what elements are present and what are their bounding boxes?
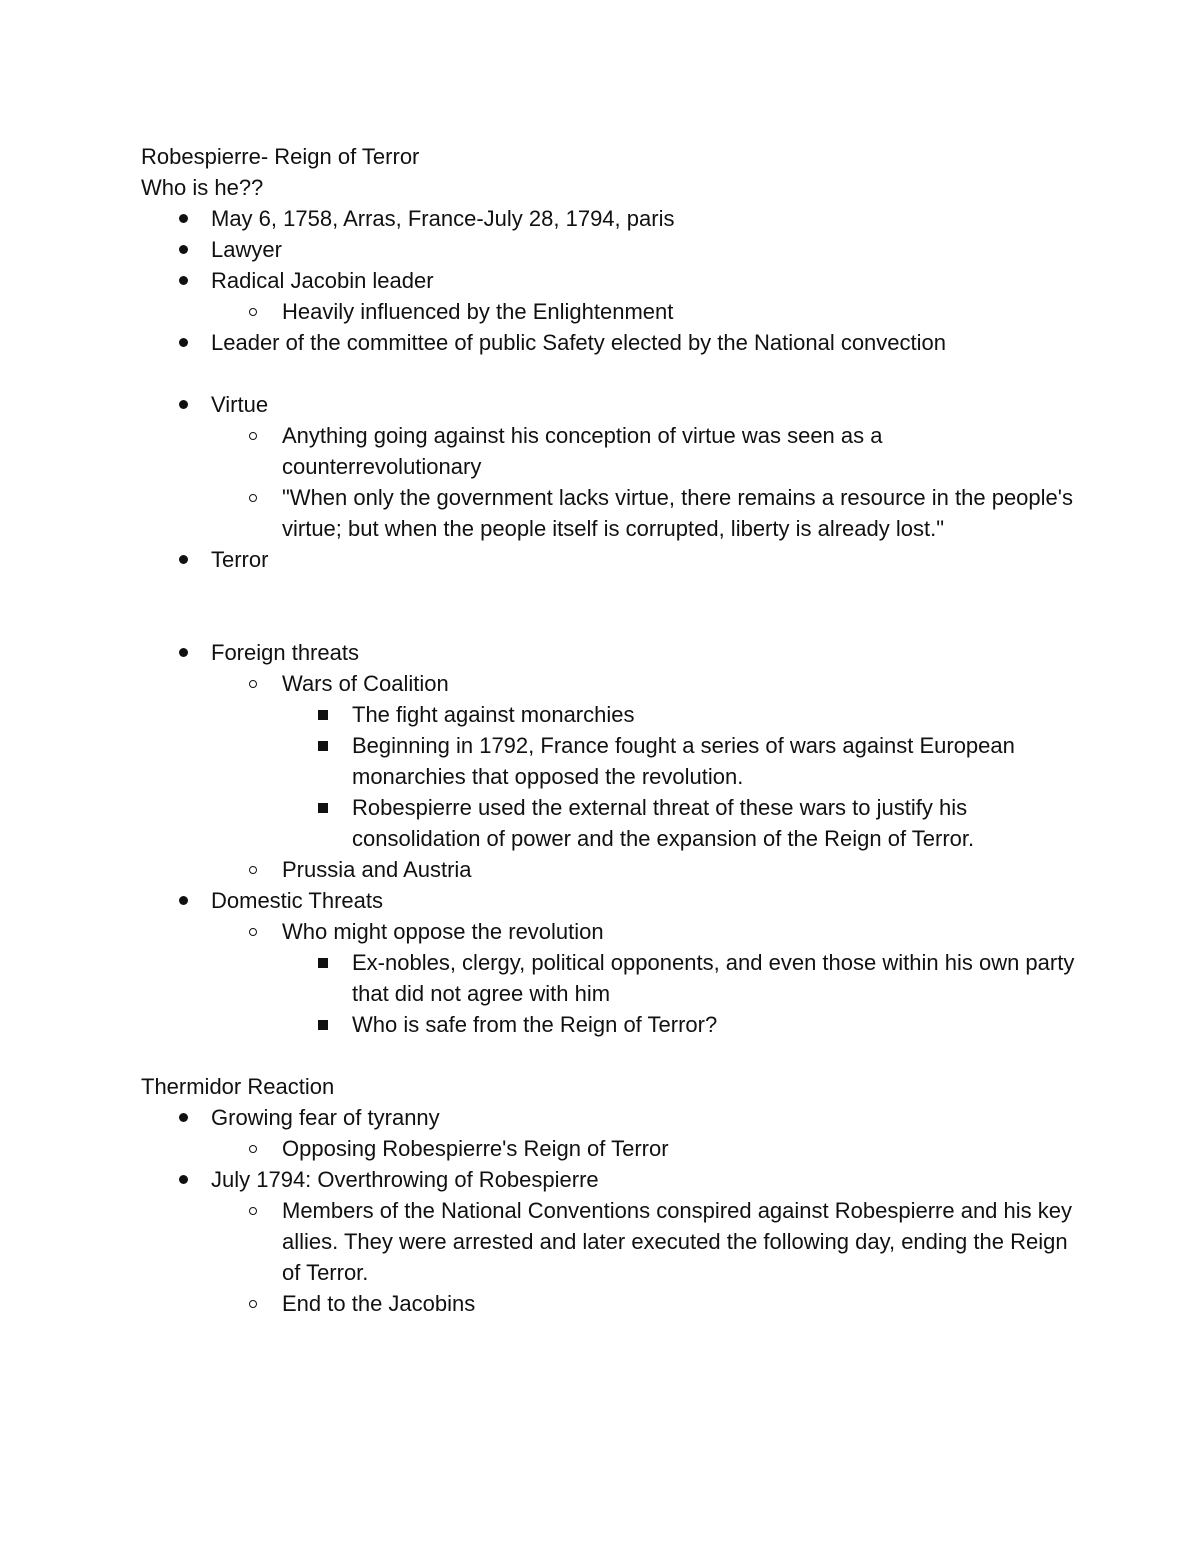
list-item (141, 1288, 1081, 1319)
bullet-dot-icon (179, 544, 188, 575)
list-item (141, 389, 1081, 420)
bullet-dot-icon (179, 1102, 188, 1133)
bullet-circle-icon (249, 482, 257, 513)
list-item (141, 916, 1081, 947)
list-item (141, 234, 1081, 265)
bullet-dot-icon (179, 234, 188, 265)
list-item-text: Growing fear of tyranny (211, 1105, 440, 1130)
list-item (141, 792, 1081, 854)
section-subtitle: Who is he?? (141, 175, 264, 200)
list-item (141, 1102, 1081, 1133)
list-item-text: Foreign threats (211, 640, 359, 665)
bullet-circle-icon (249, 916, 257, 947)
bullet-dot-icon (179, 203, 188, 234)
list-item-text: Prussia and Austria (282, 857, 472, 882)
blank-line (141, 606, 1081, 637)
list-item-text: The fight against monarchies (352, 702, 635, 727)
bullet-dot-icon (179, 637, 188, 668)
list-item-text: Leader of the committee of public Safety elected by the National convection (211, 330, 946, 355)
bullet-circle-icon (249, 420, 257, 451)
bullet-square-icon (318, 699, 328, 730)
bullet-circle-icon (249, 1195, 257, 1226)
list-item-text: Heavily influenced by the Enlightenment (282, 299, 674, 324)
list-item-text: Wars of Coalition (282, 671, 449, 696)
bullet-dot-icon (179, 389, 188, 420)
document-title: Robespierre- Reign of Terror (141, 144, 420, 169)
list-item-text: "When only the government lacks virtue, there remains a resource in the people's virtue; but when the people itself is corrupted, liberty is already lost." (282, 485, 1073, 541)
list-item (141, 482, 1081, 544)
blank-line (141, 358, 1081, 389)
list-item (141, 544, 1081, 575)
document-body (141, 141, 1081, 1319)
bullet-circle-icon (249, 1288, 257, 1319)
bullet-dot-icon (179, 327, 188, 358)
list-item (141, 1164, 1081, 1195)
list-item-text: Anything going against his conception of virtue was seen as a counterrevolutionary (282, 423, 883, 479)
bullet-square-icon (318, 730, 328, 761)
list-item-text: Beginning in 1792, France fought a series of wars against European monarchies that opposed the revolution. (352, 733, 1015, 789)
list-item (141, 420, 1081, 482)
bullet-circle-icon (249, 854, 257, 885)
list-item-text: Who is safe from the Reign of Terror? (352, 1012, 718, 1037)
list-item-text: Robespierre used the external threat of these wars to justify his consolidation of power and the expansion of the Reign of Terror. (352, 795, 975, 851)
list-item-text: Lawyer (211, 237, 282, 262)
bullet-circle-icon (249, 296, 257, 327)
list-item (141, 730, 1081, 792)
bullet-dot-icon (179, 885, 188, 916)
bullet-circle-icon (249, 668, 257, 699)
list-item-text: Opposing Robespierre's Reign of Terror (282, 1136, 669, 1161)
bullet-dot-icon (179, 265, 188, 296)
list-item-text: Ex-nobles, clergy, political opponents, and even those within his own party that did not agree with him (352, 950, 1075, 1006)
bullet-dot-icon (179, 1164, 188, 1195)
bullet-circle-icon (249, 1133, 257, 1164)
bullet-square-icon (318, 792, 328, 823)
list-item (141, 1133, 1081, 1164)
list-item-text: Domestic Threats (211, 888, 383, 913)
list-item-text: May 6, 1758, Arras, France-July 28, 1794, paris (211, 206, 675, 231)
list-item (141, 1195, 1081, 1288)
bullet-square-icon (318, 947, 328, 978)
list-item (141, 637, 1081, 668)
blank-line (141, 1040, 1081, 1071)
list-item (141, 296, 1081, 327)
list-item-text: Virtue (211, 392, 269, 417)
list-item-text: Who might oppose the revolution (282, 919, 604, 944)
list-item-text: Radical Jacobin leader (211, 268, 434, 293)
list-item (141, 1009, 1081, 1040)
list-item-text: July 1794: Overthrowing of Robespierre (211, 1167, 599, 1192)
list-item (141, 668, 1081, 699)
list-item-text: End to the Jacobins (282, 1291, 476, 1316)
bullet-square-icon (318, 1009, 328, 1040)
list-item (141, 265, 1081, 296)
list-item (141, 699, 1081, 730)
blank-line (141, 575, 1081, 606)
list-item-text: Terror (211, 547, 269, 572)
list-item (141, 327, 1081, 358)
section-title: Thermidor Reaction (141, 1074, 335, 1099)
list-item (141, 885, 1081, 916)
list-item (141, 854, 1081, 885)
list-item (141, 947, 1081, 1009)
list-item-text: Members of the National Conventions conspired against Robespierre and his key allies. They were arrested and later executed the following day, ending the Reign of Terror. (282, 1198, 1072, 1285)
list-item (141, 203, 1081, 234)
